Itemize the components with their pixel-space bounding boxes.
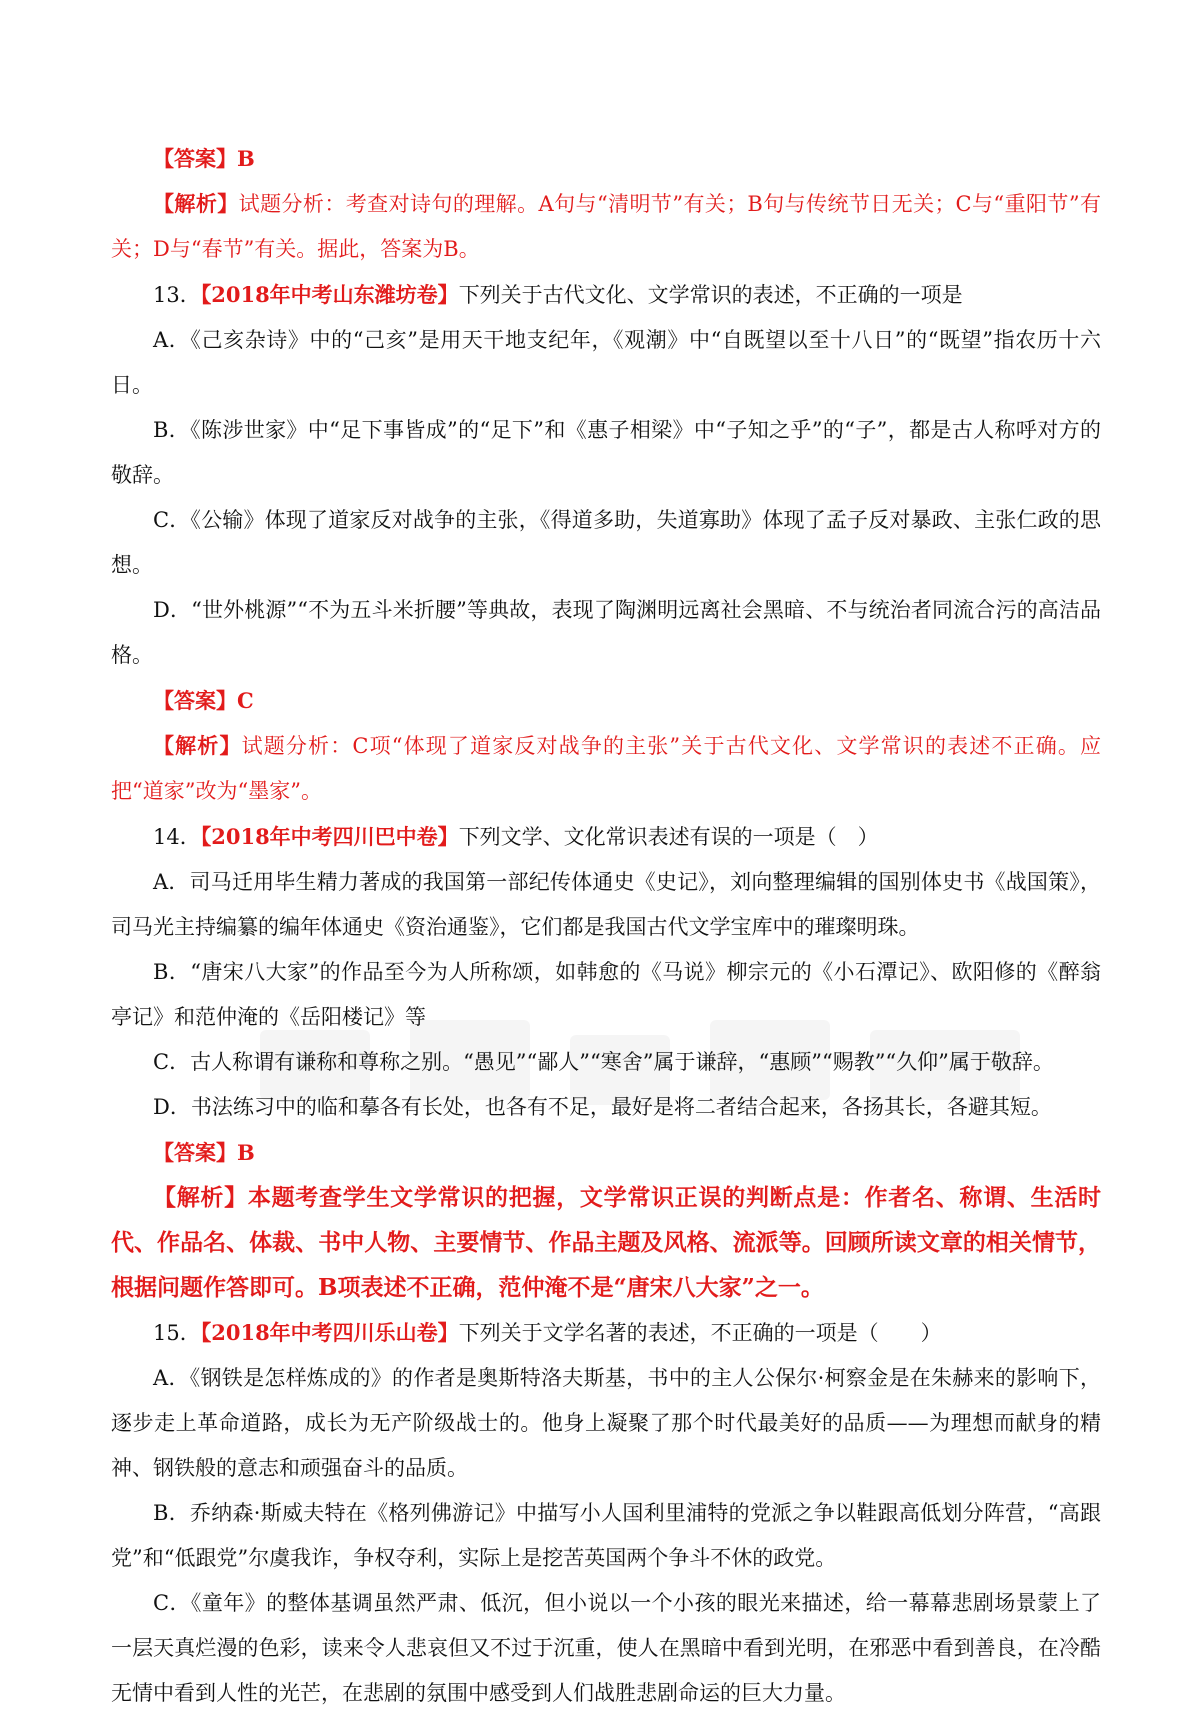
q14-option-d: D．书法练习中的临和摹各有长处，也各有不足，最好是将二者结合起来，各扬其长，各避其短。 — [153, 1095, 1052, 1119]
q14-option-b: B．“唐宋八大家”的作品至今为人所称颂，如韩愈的《马说》柳宗元的《小石潭记》、欧阳修的《醉翁亭记》和范仲淹的《岳阳楼记》等 — [111, 960, 1101, 1029]
analysis-tag: 【解析】 — [153, 1184, 248, 1211]
q15-option-c: C．《童年》的整体基调虽然严肃、低沉，但小说以一个小孩的眼光来描述，给一幕幕悲剧场景蒙上了一层天真烂漫的色彩，读来令人悲哀但又不过于沉重，使人在黑暗中看到光明，在邪恶中看到善良，在冷酷无情中看到人性的光芒，在悲剧的氛围中感受到人们战胜悲剧命运的巨大力量。 — [111, 1591, 1101, 1705]
q15-stem — [111, 1310, 1101, 1356]
q13-option-c: C．《公输》体现了道家反对战争的主张，《得道多助，失道寡助》体现了孟子反对暴政、主张仁政的思想。 — [111, 508, 1101, 577]
question-stem: 下列关于古代文化、文学常识的表述，不正确的一项是 — [458, 283, 963, 307]
answer-value: B — [237, 1140, 255, 1165]
q14-analysis — [111, 1175, 1101, 1310]
question-stem: 下列关于文学名著的表述，不正确的一项是（ ） — [458, 1321, 942, 1345]
q12-analysis — [111, 181, 1101, 272]
q14-stem — [111, 814, 1101, 860]
answer-value: B — [237, 146, 255, 171]
question-source: 【2018年中考四川乐山卷】 — [200, 1320, 459, 1345]
question-source: 【2018年中考山东潍坊卷】 — [200, 282, 459, 307]
analysis-text: 试题分析：C项“体现了道家反对战争的主张”关于古代文化、文学常识的表述不正确。应把“道家”改为“墨家”。 — [111, 734, 1101, 803]
question-number: 14． — [153, 825, 201, 849]
q13-option-a: A．《己亥杂诗》中的“己亥”是用天干地支纪年，《观潮》中“自既望以至十八日”的“既望”指农历十六日。 — [111, 328, 1101, 397]
analysis-text: 本题考查学生文学常识的把握，文学常识正误的判断点是：作者名、称谓、生活时代、作品名、体裁、书中人物、主要情节、作品主题及风格、流派等。回顾所读文章的相关情节，根据问题作答即可。B项表述不正确，范仲淹不是“唐宋八大家”之一。 — [111, 1184, 1102, 1301]
q13-option-d: D．“世外桃源”“不为五斗米折腰”等典故，表现了陶渊明远离社会黑暗、不与统治者同流合污的高洁品格。 — [111, 598, 1101, 667]
question-source: 【2018年中考四川巴中卷】 — [200, 824, 459, 849]
analysis-text: 试题分析：考查对诗句的理解。A句与“清明节”有关；B句与传统节日无关；C与“重阳节”有关；D与“春节”有关。据此，答案为B。 — [111, 192, 1101, 261]
q13-answer — [111, 678, 1101, 723]
q14-option-a: A．司马迁用毕生精力著成的我国第一部纪传体通史《史记》，刘向整理编辑的国别体史书《战国策》，司马光主持编纂的编年体通史《资治通鉴》，它们都是我国古代文学宝库中的璀璨明珠。 — [111, 870, 1101, 939]
answer-tag: 【答案】 — [153, 146, 237, 171]
analysis-tag: 【解析】 — [153, 191, 239, 216]
q13-stem — [111, 272, 1101, 318]
q13-option-b: B．《陈涉世家》中“足下事皆成”的“足下”和《惠子相梁》中“子知之乎”的“子”，都是古人称呼对方的敬辞。 — [111, 418, 1101, 487]
q13-analysis — [111, 723, 1101, 814]
document-content — [111, 136, 1101, 1716]
analysis-tag: 【解析】 — [153, 733, 242, 758]
answer-value: C — [237, 688, 254, 713]
answer-tag: 【答案】 — [153, 688, 237, 713]
q12-answer — [111, 136, 1101, 181]
answer-tag: 【答案】 — [153, 1140, 237, 1165]
q14-answer — [111, 1130, 1101, 1175]
q15-option-b: B．乔纳森·斯威夫特在《格列佛游记》中描写小人国利里浦特的党派之争以鞋跟高低划分阵营，“高跟党”和“低跟党”尔虞我诈，争权夺利，实际上是挖苦英国两个争斗不休的政党。 — [111, 1501, 1101, 1570]
question-number: 15． — [153, 1321, 201, 1345]
question-stem: 下列文学、文化常识表述有误的一项是（ ） — [458, 825, 879, 849]
q15-option-a: A．《钢铁是怎样炼成的》的作者是奥斯特洛夫斯基，书中的主人公保尔·柯察金是在朱赫来的影响下，逐步走上革命道路，成长为无产阶级战士的。他身上凝聚了那个时代最美好的品质——为理想而献身的精神、钢铁般的意志和顽强奋斗的品质。 — [111, 1366, 1101, 1480]
question-number: 13． — [153, 283, 201, 307]
q14-option-c: C．古人称谓有谦称和尊称之别。“愚见”“鄙人”“寒舍”属于谦辞，“惠顾”“赐教”“久仰”属于敬辞。 — [153, 1050, 1054, 1074]
